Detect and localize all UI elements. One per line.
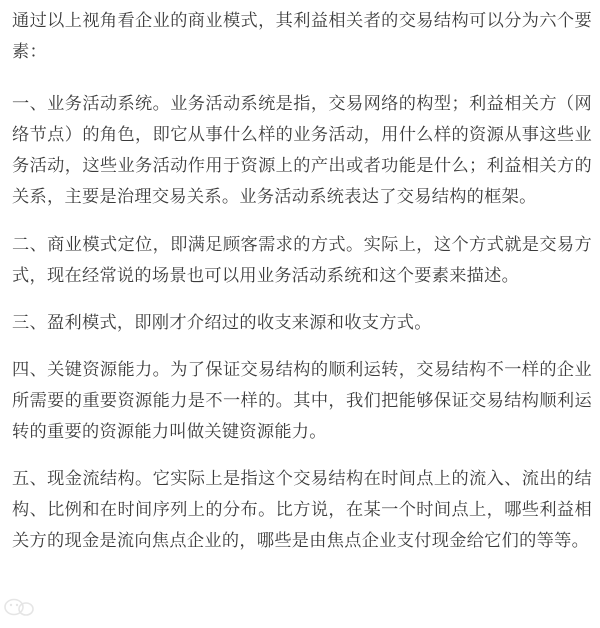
article-body bbox=[12, 6, 592, 575]
element-5-cash-flow-structure: 五、现金流结构。它实际上是指这个交易结构在时间点上的流入、流出的结构、比例和在时间序列上的分布。比方说，在某一个时间点上，哪些利益相关方的现金是流向焦点企业的，哪些是由焦点企业支付现金给它们的等等。 bbox=[12, 469, 592, 551]
element-2-positioning: 二、商业模式定位，即满足顾客需求的方式。实际上，这个方式就是交易方式，现在经常说的场景也可以用业务活动系统和这个要素来描述。 bbox=[12, 235, 592, 286]
watermark-logo-icon bbox=[2, 596, 42, 618]
element-3-profit-model: 三、盈利模式，即刚才介绍过的收支来源和收支方式。 bbox=[12, 313, 432, 333]
intro-paragraph: 通过以上视角看企业的商业模式，其利益相关者的交易结构可以分为六个要素： bbox=[12, 11, 592, 62]
element-1-business-activity-system: 一、业务活动系统。业务活动系统是指，交易网络的构型；利益相关方（网络节点）的角色，即它从事什么样的业务活动，用什么样的资源从事这些业务活动，这些业务活动作用于资源上的产出或者功能是什么；利益相关方的关系，主要是治理交易关系。业务活动系统表达了交易结构的框架。 bbox=[12, 94, 592, 207]
element-4-key-resources: 四、关键资源能力。为了保证交易结构的顺利运转，交易结构不一样的企业所需要的重要资源能力是不一样的。其中，我们把能够保证交易结构顺利运转的重要的资源能力叫做关键资源能力。 bbox=[12, 360, 592, 442]
